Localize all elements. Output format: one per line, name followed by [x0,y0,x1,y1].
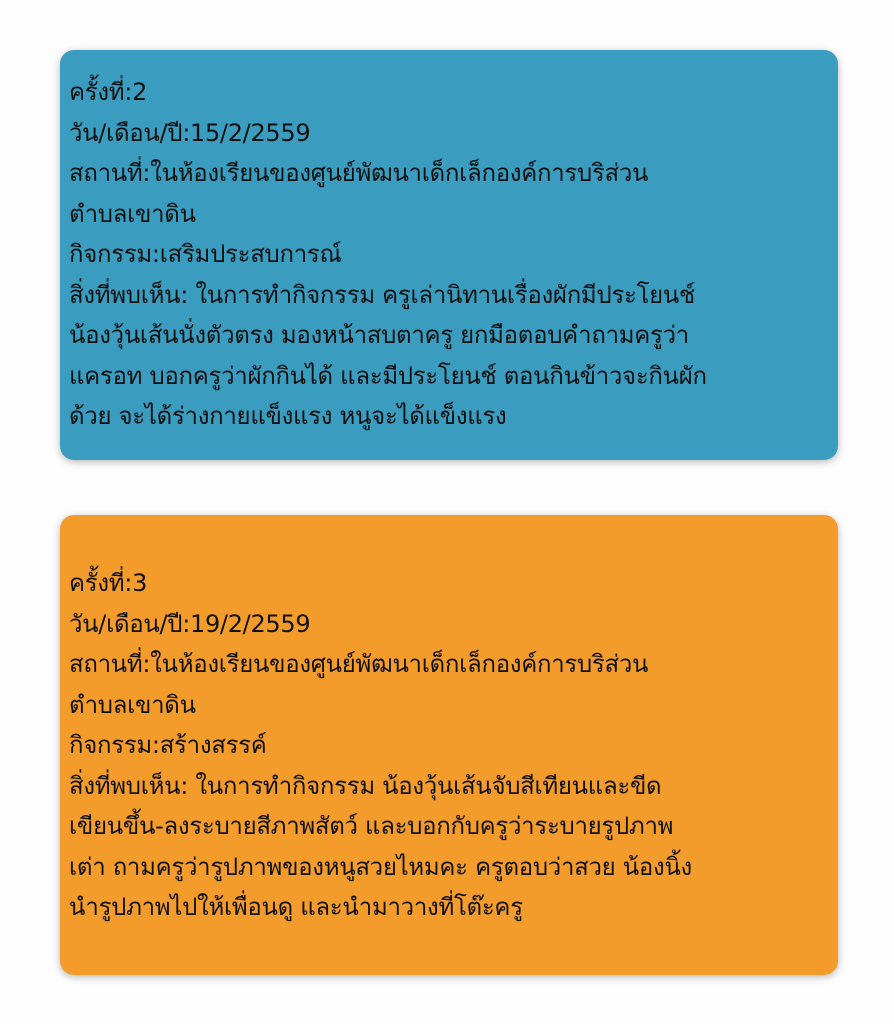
location-line: สถานที่:ในห้องเรียนของศูนย์พัฒนาเด็กเล็กองค์การบริส่วน [69,650,649,678]
observation-line: นำรูปภาพไปให้เพื่อนดู และนำมาวางที่โต๊ะครู [69,893,523,921]
location-line: สถานที่:ในห้องเรียนของศูนย์พัฒนาเด็กเล็กองค์การบริส่วน [69,159,649,187]
observation-card-3 [60,515,838,975]
observation-line: ด้วย จะได้ร่างกายแข็งแรง หนูจะได้แข็งแรง [69,402,507,430]
location-line-continued: ตำบลเขาดิน [69,199,196,228]
date-line: วัน/เดือน/ปี:15/2/2559 [69,118,311,147]
date-line: วัน/เดือน/ปี:19/2/2559 [69,609,311,638]
observation-line: น้องวุ้นเส้นนั่งตัวตรง มองหน้าสบตาครู ยกมือตอบคำถามครูว่า [69,321,689,349]
session-number: ครั้งที่:2 [69,78,148,106]
observation-card-2 [60,50,838,460]
activity-line: กิจกรรม:เสริมประสบการณ์ [69,240,342,268]
activity-line: กิจกรรม:สร้างสรรค์ [69,731,267,759]
observation-line: สิ่งที่พบเห็น: ในการทำกิจกรรม น้องวุ้นเส้นจับสีเทียนและขีด [69,771,662,800]
observation-line: สิ่งที่พบเห็น: ในการทำกิจกรรม ครูเล่านิทานเรื่องผักมีประโยนช์ [69,280,696,309]
observation-line: แครอท บอกครูว่าผักกินได้ และมีประโยนช์ ตอนกินข้าวจะกินผัก [69,361,707,390]
location-line-continued: ตำบลเขาดิน [69,690,196,719]
observation-line: เต่า ถามครูว่ารูปภาพของหนูสวยไหมคะ ครูตอบว่าสวย น้องนิ้ง [69,852,692,881]
session-number: ครั้งที่:3 [69,569,148,597]
observation-line: เขียนขึ้น-ลงระบายสีภาพสัตว์ และบอกกับครูว่าระบายรูปภาพ [69,812,674,840]
